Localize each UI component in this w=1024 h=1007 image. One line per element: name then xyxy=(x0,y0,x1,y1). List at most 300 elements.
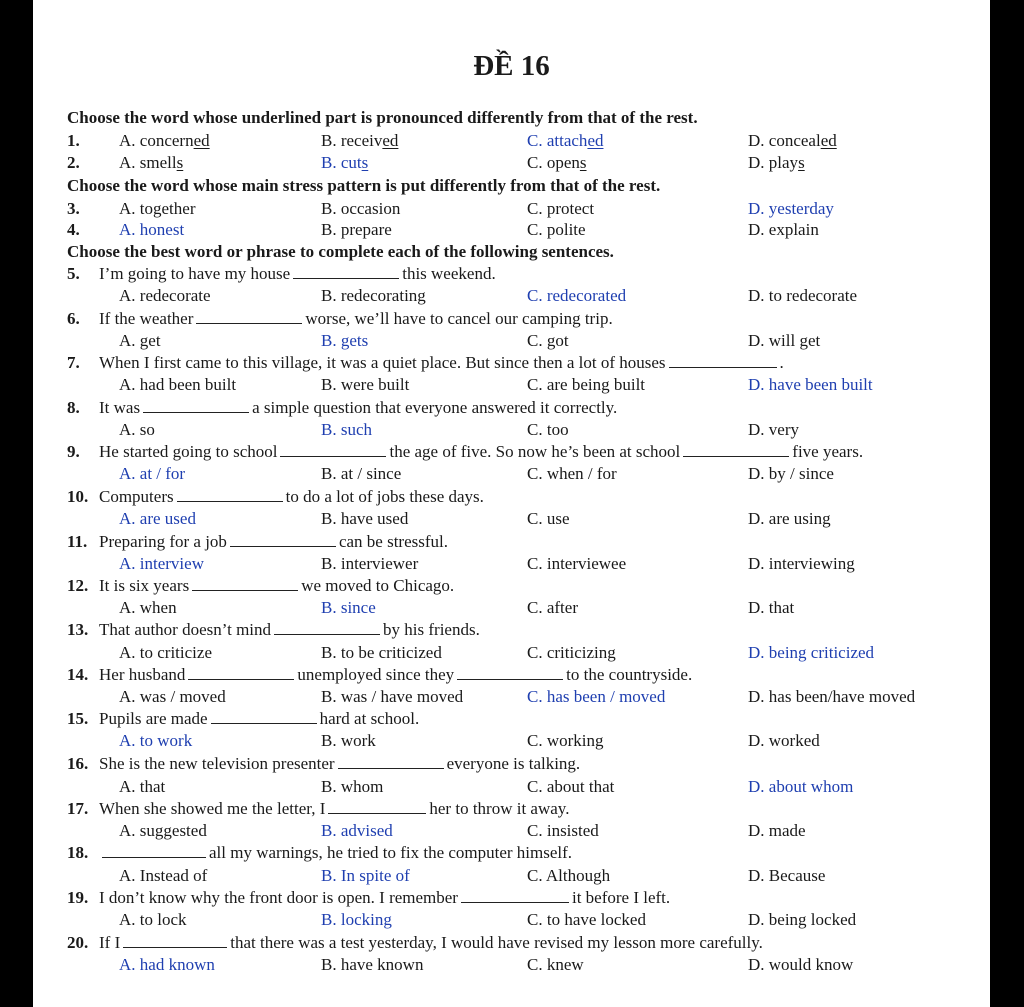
option-b[interactable] xyxy=(321,420,372,440)
answer-blank xyxy=(280,442,386,457)
option-letter: B. xyxy=(321,286,337,305)
option-a[interactable] xyxy=(119,687,226,707)
option-letter: C. xyxy=(527,910,543,929)
underlined-part: s xyxy=(798,153,805,172)
option-b[interactable] xyxy=(321,955,423,975)
question-stem xyxy=(99,665,692,685)
stem-text: Pupils are made xyxy=(99,709,208,728)
option-letter: C. xyxy=(527,777,543,796)
stem-text: When she showed me the letter, I xyxy=(99,799,326,818)
underlined-part: s xyxy=(176,153,184,172)
option-text: so xyxy=(139,420,155,439)
option-letter: B. xyxy=(321,199,337,218)
option-text: will get xyxy=(768,331,821,350)
stem-text: That author doesn’t mind xyxy=(99,620,272,639)
option-text: were built xyxy=(340,375,410,394)
option-text: to have locked xyxy=(546,910,646,929)
option-text: have known xyxy=(340,955,424,974)
option-c[interactable] xyxy=(527,220,586,240)
question-number: 8. xyxy=(67,398,80,417)
option-text: knew xyxy=(546,955,584,974)
option-letter: C. xyxy=(527,286,543,305)
option-text: cut xyxy=(340,153,362,172)
option-letter: B. xyxy=(321,153,337,172)
option-letter: B. xyxy=(321,687,337,706)
answer-blank xyxy=(102,843,206,858)
option-text: at / since xyxy=(340,464,402,483)
option-a[interactable] xyxy=(119,955,215,975)
option-text: suggested xyxy=(139,821,207,840)
option-text: has been / moved xyxy=(546,687,666,706)
stem-text: everyone is talking. xyxy=(446,754,581,773)
option-b[interactable] xyxy=(321,554,418,574)
option-b[interactable] xyxy=(321,153,368,173)
option-d[interactable] xyxy=(748,777,853,797)
option-letter: B. xyxy=(321,131,337,150)
question-stem xyxy=(99,843,572,863)
option-b[interactable] xyxy=(321,464,401,484)
option-c[interactable] xyxy=(527,598,578,618)
option-letter: D. xyxy=(748,464,765,483)
option-letter: C. xyxy=(527,598,543,617)
stem-text: Her husband xyxy=(99,665,186,684)
option-text: Because xyxy=(768,866,826,885)
option-text: redecorated xyxy=(546,286,627,305)
stem-text: it before I left. xyxy=(571,888,671,907)
option-letter: A. xyxy=(119,131,136,150)
option-b[interactable] xyxy=(321,131,398,151)
answer-blank xyxy=(143,398,249,413)
option-text: redecorate xyxy=(139,286,211,305)
question-number: 12. xyxy=(67,576,89,595)
question-stem xyxy=(99,933,763,953)
option-d[interactable] xyxy=(748,866,825,886)
stem-text: her to throw it away. xyxy=(429,799,570,818)
option-letter: A. xyxy=(119,643,136,662)
answer-blank xyxy=(211,709,317,724)
question-number: 18. xyxy=(67,843,89,862)
option-c[interactable] xyxy=(527,731,604,751)
option-letter: B. xyxy=(321,643,337,662)
option-b[interactable] xyxy=(321,509,408,529)
option-letter: C. xyxy=(527,821,543,840)
option-b[interactable] xyxy=(321,687,463,707)
option-text: to be criticized xyxy=(340,643,442,662)
underlined-part: ed xyxy=(587,131,604,150)
option-d[interactable] xyxy=(748,220,819,240)
option-b[interactable] xyxy=(321,331,368,351)
answer-blank xyxy=(328,799,426,814)
option-text: explain xyxy=(768,220,819,239)
stem-text: the age of five. So now he’s been at school xyxy=(389,442,681,461)
answer-blank xyxy=(274,620,380,635)
option-c[interactable] xyxy=(527,643,616,663)
question-number: 2. xyxy=(67,153,80,172)
option-c[interactable] xyxy=(527,777,614,797)
answer-blank xyxy=(196,309,302,324)
option-d[interactable] xyxy=(748,375,873,395)
option-c[interactable] xyxy=(527,866,610,886)
stem-text: five years. xyxy=(792,442,864,461)
stem-text: that there was a test yesterday, I would have revised my lesson more carefully. xyxy=(230,933,763,952)
option-c[interactable] xyxy=(527,509,570,529)
option-letter: B. xyxy=(321,331,337,350)
option-a[interactable] xyxy=(119,598,177,618)
option-a[interactable] xyxy=(119,153,183,173)
option-b[interactable] xyxy=(321,375,409,395)
question-number: 4. xyxy=(67,220,80,239)
option-b[interactable] xyxy=(321,910,392,930)
option-text: that xyxy=(139,777,166,796)
option-text: when xyxy=(139,598,177,617)
option-b[interactable] xyxy=(321,598,376,618)
option-c[interactable] xyxy=(527,153,587,173)
option-text: too xyxy=(546,420,569,439)
option-text: very xyxy=(768,420,799,439)
option-letter: A. xyxy=(119,554,136,573)
option-d[interactable] xyxy=(748,554,855,574)
question-number: 9. xyxy=(67,442,80,461)
stem-text: worse, we’ll have to cancel our camping trip. xyxy=(305,309,613,328)
option-a[interactable] xyxy=(119,375,236,395)
option-c[interactable] xyxy=(527,131,603,151)
question-stem xyxy=(99,709,419,729)
option-b[interactable] xyxy=(321,866,410,886)
option-letter: C. xyxy=(527,731,543,750)
underlined-part: ed xyxy=(382,131,399,150)
page-title: ĐỀ 16 xyxy=(473,50,550,82)
option-letter: D. xyxy=(748,955,765,974)
option-b[interactable] xyxy=(321,199,400,219)
question-number: 16. xyxy=(67,754,89,773)
question-stem xyxy=(99,487,484,507)
option-b[interactable] xyxy=(321,777,383,797)
underlined-part: ed xyxy=(193,131,210,150)
option-c[interactable] xyxy=(527,420,569,440)
option-letter: D. xyxy=(748,866,765,885)
option-text: gets xyxy=(340,331,369,350)
question-stem xyxy=(99,888,670,908)
question-number: 11. xyxy=(67,532,88,551)
question-stem xyxy=(99,309,613,329)
option-letter: B. xyxy=(321,509,337,528)
option-c[interactable] xyxy=(527,199,594,219)
question-number: 20. xyxy=(67,933,89,952)
option-letter: A. xyxy=(119,286,136,305)
option-letter: B. xyxy=(321,220,337,239)
option-letter: C. xyxy=(527,687,543,706)
question-stem xyxy=(99,532,448,552)
option-d[interactable] xyxy=(748,955,853,975)
option-text: redecorating xyxy=(340,286,426,305)
option-text: had been built xyxy=(139,375,237,394)
stem-text: all my warnings, he tried to fix the computer himself. xyxy=(209,843,573,862)
question-number: 5. xyxy=(67,264,80,283)
option-text: interviewee xyxy=(546,554,627,573)
option-text: to criticize xyxy=(139,643,212,662)
stem-text: by his friends. xyxy=(383,620,480,639)
option-text: smell xyxy=(139,153,177,172)
section-instruction-completion: Choose the best word or phrase to complete each of the following sentences. xyxy=(67,242,614,261)
option-text: has been/have moved xyxy=(768,687,916,706)
question-number: 14. xyxy=(67,665,89,684)
option-letter: D. xyxy=(748,554,765,573)
option-text: are used xyxy=(139,509,196,528)
option-d[interactable] xyxy=(748,687,915,707)
option-d[interactable] xyxy=(748,731,820,751)
option-d[interactable] xyxy=(748,131,837,151)
option-c[interactable] xyxy=(527,464,617,484)
option-text: have been built xyxy=(768,375,873,394)
option-text: play xyxy=(768,153,799,172)
option-letter: A. xyxy=(119,777,136,796)
option-letter: A. xyxy=(119,731,136,750)
option-text: made xyxy=(768,821,806,840)
option-letter: A. xyxy=(119,866,136,885)
option-a[interactable] xyxy=(119,220,184,240)
option-text: that xyxy=(768,598,795,617)
option-letter: B. xyxy=(321,955,337,974)
option-letter: D. xyxy=(748,509,765,528)
option-text: such xyxy=(340,420,373,439)
question-stem xyxy=(99,264,496,284)
option-letter: B. xyxy=(321,464,337,483)
option-d[interactable] xyxy=(748,153,805,173)
stem-text: to do a lot of jobs these days. xyxy=(285,487,484,506)
option-c[interactable] xyxy=(527,331,569,351)
option-text: worked xyxy=(768,731,820,750)
option-letter: C. xyxy=(527,199,543,218)
stem-text: a simple question that everyone answered it correctly. xyxy=(252,398,618,417)
option-text: would know xyxy=(768,955,854,974)
answer-blank xyxy=(338,754,444,769)
option-letter: D. xyxy=(748,731,765,750)
stem-text: Computers xyxy=(99,487,174,506)
stem-text: hard at school. xyxy=(319,709,420,728)
option-a[interactable] xyxy=(119,910,187,930)
option-a[interactable] xyxy=(119,731,192,751)
question-stem xyxy=(99,398,617,418)
option-text: about that xyxy=(546,777,615,796)
option-d[interactable] xyxy=(748,464,834,484)
option-text: open xyxy=(546,153,580,172)
answer-blank xyxy=(461,888,569,903)
option-letter: C. xyxy=(527,220,543,239)
option-d[interactable] xyxy=(748,286,857,306)
option-letter: B. xyxy=(321,420,337,439)
option-text: conceal xyxy=(768,131,821,150)
option-letter: D. xyxy=(748,131,765,150)
option-a[interactable] xyxy=(119,821,207,841)
option-a[interactable] xyxy=(119,554,204,574)
option-d[interactable] xyxy=(748,199,834,219)
option-text: got xyxy=(546,331,569,350)
option-letter: D. xyxy=(748,286,765,305)
option-text: polite xyxy=(546,220,586,239)
question-number: 3. xyxy=(67,199,80,218)
answer-blank xyxy=(457,665,563,680)
question-number: 19. xyxy=(67,888,89,907)
option-b[interactable] xyxy=(321,821,393,841)
question-number: 15. xyxy=(67,709,89,728)
option-letter: D. xyxy=(748,687,765,706)
option-a[interactable] xyxy=(119,777,165,797)
answer-blank xyxy=(177,487,283,502)
answer-blank xyxy=(293,264,399,279)
option-letter: B. xyxy=(321,821,337,840)
option-text: interviewing xyxy=(768,554,855,573)
stem-text: She is the new television presenter xyxy=(99,754,335,773)
stem-text: He started going to school xyxy=(99,442,278,461)
option-d[interactable] xyxy=(748,420,799,440)
option-a[interactable] xyxy=(119,464,185,484)
option-text: to work xyxy=(139,731,193,750)
option-letter: C. xyxy=(527,153,543,172)
stem-text: It is six years xyxy=(99,576,190,595)
option-text: was / moved xyxy=(139,687,226,706)
option-b[interactable] xyxy=(321,220,392,240)
option-b[interactable] xyxy=(321,731,376,751)
stem-text: It was xyxy=(99,398,141,417)
option-text: prepare xyxy=(340,220,392,239)
option-letter: A. xyxy=(119,687,136,706)
option-text: interview xyxy=(139,554,204,573)
option-letter: D. xyxy=(748,420,765,439)
option-letter: A. xyxy=(119,375,136,394)
option-a[interactable] xyxy=(119,331,161,351)
option-text: to lock xyxy=(139,910,187,929)
question-stem xyxy=(99,799,569,819)
option-text: since xyxy=(340,598,376,617)
option-text: Instead of xyxy=(139,866,208,885)
option-text: about whom xyxy=(768,777,854,796)
question-stem xyxy=(99,754,580,774)
option-letter: A. xyxy=(119,464,136,483)
option-letter: C. xyxy=(527,131,543,150)
stem-text: this weekend. xyxy=(402,264,496,283)
option-a[interactable] xyxy=(119,643,212,663)
answer-blank xyxy=(188,665,294,680)
section-instruction-pronunciation: Choose the word whose underlined part is pronounced differently from that of the rest. xyxy=(67,108,698,127)
option-letter: A. xyxy=(119,153,136,172)
answer-blank xyxy=(192,576,298,591)
stem-text: I’m going to have my house xyxy=(99,264,291,283)
question-number: 7. xyxy=(67,353,80,372)
option-d[interactable] xyxy=(748,643,874,663)
option-a[interactable] xyxy=(119,199,195,219)
stem-text: If the weather xyxy=(99,309,194,328)
option-a[interactable] xyxy=(119,286,211,306)
option-text: protect xyxy=(546,199,595,218)
option-letter: A. xyxy=(119,331,136,350)
option-c[interactable] xyxy=(527,687,665,707)
option-text: In spite of xyxy=(340,866,410,885)
option-text: had known xyxy=(139,955,215,974)
option-letter: B. xyxy=(321,598,337,617)
question-number: 6. xyxy=(67,309,80,328)
answer-blank xyxy=(683,442,789,457)
option-text: whom xyxy=(340,777,384,796)
option-letter: C. xyxy=(527,420,543,439)
question-number: 1. xyxy=(67,131,80,150)
option-d[interactable] xyxy=(748,331,820,351)
question-stem xyxy=(99,442,863,462)
option-letter: C. xyxy=(527,643,543,662)
option-letter: B. xyxy=(321,910,337,929)
option-text: have used xyxy=(340,509,409,528)
option-text: being criticized xyxy=(768,643,875,662)
option-letter: A. xyxy=(119,199,136,218)
option-letter: C. xyxy=(527,554,543,573)
option-c[interactable] xyxy=(527,554,626,574)
option-text: concern xyxy=(139,131,194,150)
option-text: yesterday xyxy=(768,199,834,218)
option-a[interactable] xyxy=(119,866,207,886)
section-instruction-stress: Choose the word whose main stress pattern is put differently from that of the rest. xyxy=(67,176,661,195)
option-text: at / for xyxy=(139,464,186,483)
option-a[interactable] xyxy=(119,420,155,440)
option-text: locking xyxy=(340,910,392,929)
stem-text: When I first came to this village, it was a quiet place. But since then a lot of houses xyxy=(99,353,666,372)
option-a[interactable] xyxy=(119,131,210,151)
option-d[interactable] xyxy=(748,598,794,618)
option-c[interactable] xyxy=(527,375,645,395)
option-letter: B. xyxy=(321,731,337,750)
question-number: 13. xyxy=(67,620,89,639)
option-text: after xyxy=(546,598,578,617)
option-c[interactable] xyxy=(527,955,584,975)
question-number: 17. xyxy=(67,799,89,818)
option-text: to redecorate xyxy=(768,286,858,305)
option-letter: B. xyxy=(321,777,337,796)
option-d[interactable] xyxy=(748,910,856,930)
option-letter: D. xyxy=(748,220,765,239)
option-letter: A. xyxy=(119,910,136,929)
option-letter: B. xyxy=(321,375,337,394)
underlined-part: ed xyxy=(820,131,837,150)
option-a[interactable] xyxy=(119,509,196,529)
option-text: by / since xyxy=(768,464,834,483)
option-letter: D. xyxy=(748,199,765,218)
option-letter: B. xyxy=(321,554,337,573)
option-text: working xyxy=(546,731,604,750)
option-letter: C. xyxy=(527,331,543,350)
option-letter: D. xyxy=(748,821,765,840)
option-letter: A. xyxy=(119,955,136,974)
option-letter: A. xyxy=(119,420,136,439)
option-text: insisted xyxy=(546,821,599,840)
option-b[interactable] xyxy=(321,643,442,663)
option-text: get xyxy=(139,331,161,350)
option-c[interactable] xyxy=(527,286,626,306)
option-b[interactable] xyxy=(321,286,426,306)
option-text: interviewer xyxy=(340,554,419,573)
stem-text: . xyxy=(779,353,784,372)
option-text: was / have moved xyxy=(340,687,464,706)
option-text: receiv xyxy=(340,131,383,150)
answer-blank xyxy=(123,933,227,948)
option-d[interactable] xyxy=(748,509,831,529)
option-text: criticizing xyxy=(546,643,616,662)
option-text: work xyxy=(340,731,376,750)
option-c[interactable] xyxy=(527,821,599,841)
option-c[interactable] xyxy=(527,910,646,930)
option-d[interactable] xyxy=(748,821,806,841)
option-text: being locked xyxy=(768,910,857,929)
option-text: occasion xyxy=(340,199,401,218)
question-stem xyxy=(99,620,480,640)
option-letter: C. xyxy=(527,509,543,528)
